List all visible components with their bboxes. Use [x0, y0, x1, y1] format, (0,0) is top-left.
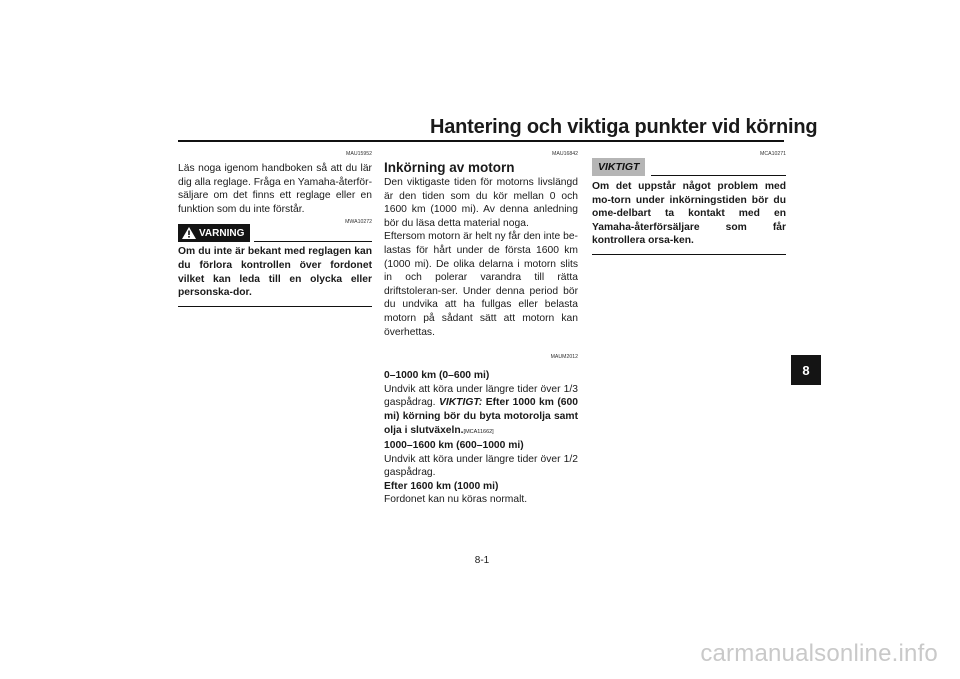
warning-header — [178, 224, 372, 242]
section-code: MAUM2012 — [550, 354, 578, 361]
warning-rule — [254, 241, 372, 242]
paragraph: Den viktigaste tiden för motorns livslängd är den tiden som du kör mellan 0 och 1600 km (1000 mi). Av denna anledning bör du läsa detta material noga. — [384, 177, 578, 229]
section-code: MAU16842 — [552, 151, 578, 157]
section-code: MCA10271 — [760, 151, 786, 157]
subheading: 0–1000 km (0–600 mi) — [384, 370, 490, 382]
warning-label: VARNING — [199, 227, 245, 239]
paragraph: Fordonet kan nu köras normalt. — [384, 494, 528, 506]
important-badge: VIKTIGT — [592, 158, 645, 176]
important-label: VIKTIGT: — [439, 397, 483, 409]
warning-text: Om du inte är bekant med reglagen kan du förlora kontrollen över fordonet vilket kan leda till en olycka eller personska-dor. — [178, 246, 372, 299]
paragraph-text: Undvik att köra under längre tider över 1/3 gaspådrag. — [384, 383, 578, 409]
important-header — [592, 158, 786, 176]
paragraph — [384, 383, 578, 439]
page-title: Hantering och viktiga punkter vid körning — [430, 116, 818, 138]
page-number: 8-1 — [474, 555, 490, 566]
column-1 — [178, 150, 372, 307]
chapter-tab: 8 — [791, 355, 821, 385]
column-3 — [592, 150, 786, 255]
subheading: Efter 1600 km (1000 mi) — [384, 480, 499, 492]
subheading: 1000–1600 km (600–1000 mi) — [384, 440, 524, 452]
header-rule — [178, 140, 784, 142]
warning-badge — [178, 224, 250, 242]
warning-code: MWA10272 — [345, 219, 372, 226]
warning-end-rule — [178, 306, 372, 307]
section-heading: Inkörning av motorn — [384, 160, 515, 175]
warning-triangle-icon — [182, 227, 196, 239]
watermark: carmanualsonline.info — [700, 640, 938, 667]
paragraph: Eftersom motorn är helt ny får den inte be-lastas för hårt under de första 1600 km (1000 mi). De olika delarna i motorn slits in och polerar varandra till rätta driftstoleran-ser. Under denna period bör du undvika att ha fullgas eller belasta motorn på sådant sätt att motorn kan överhettas. — [384, 231, 578, 338]
important-notice: Om det uppstår något problem med mo-torn under inkörningstiden bör du ome-delbart ta kontakt med en Yamaha-återförsäljare som får kontrollera orsa-ken. — [592, 181, 786, 247]
section-code: MAU15952 — [346, 151, 372, 157]
important-end-rule — [592, 254, 786, 255]
important-code: [MCA11662] — [463, 428, 494, 435]
important-text: Efter 1000 km (600 mi) körning bör du byta motorolja samt olja i slutväxeln. — [384, 397, 578, 436]
intro-paragraph: Läs noga igenom handboken så att du lär dig alla reglage. Fråga en Yamaha-återför-säljare om det finns ett reglage eller en funktion som du inte förstår. — [178, 163, 372, 215]
important-rule — [651, 175, 786, 176]
column-2 — [384, 150, 578, 507]
paragraph: Undvik att köra under längre tider över 1/2 gaspådrag. — [384, 453, 578, 479]
